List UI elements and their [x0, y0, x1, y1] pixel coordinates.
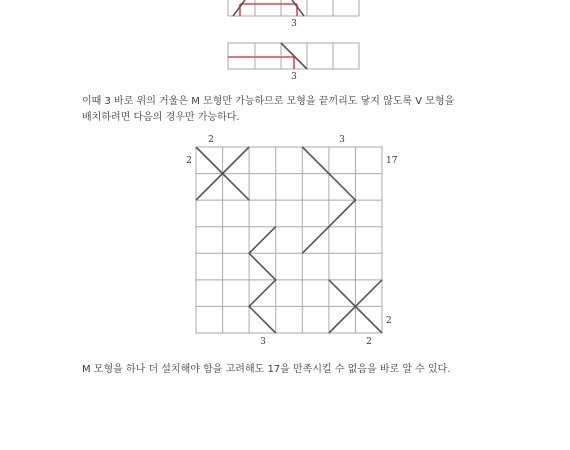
figure-1-mirrors — [233, 0, 304, 16]
figure-2 — [228, 43, 359, 82]
figure-2-bottom-label: 3 — [291, 72, 297, 82]
figure-3-mirrors — [196, 147, 382, 333]
figure-3-bottom-label-2: 2 — [366, 337, 372, 347]
figure-3-bottom-label-1: 3 — [260, 337, 266, 347]
figure-3-left-label: 2 — [186, 156, 192, 166]
figure-2-red-path — [228, 57, 294, 69]
paragraph-2: M 모형을 하나 더 설치해야 함을 고려해도 17을 만족시킬 수 없음을 바로 알 수 있다. — [82, 364, 451, 375]
paragraph-1-line-2: 배치하려면 다음의 경우만 가능하다. — [82, 112, 240, 123]
figure-1 — [228, 0, 359, 29]
figure-3-right-bottom-label: 2 — [386, 316, 392, 326]
figure-3-top-label-1: 2 — [208, 135, 214, 145]
paragraph-1-line-1: 이때 3 바로 위의 거울은 M 모형만 가능하므로 모형을 끝끼리도 닿지 않도록 V 모형을 — [82, 96, 455, 107]
figure-3-right-top-label: 17 — [386, 156, 398, 166]
figure-3 — [186, 135, 398, 347]
figure-1-red-path — [240, 4, 297, 16]
figure-3-top-label-2: 3 — [339, 135, 345, 145]
figure-1-bottom-label: 3 — [291, 19, 297, 29]
